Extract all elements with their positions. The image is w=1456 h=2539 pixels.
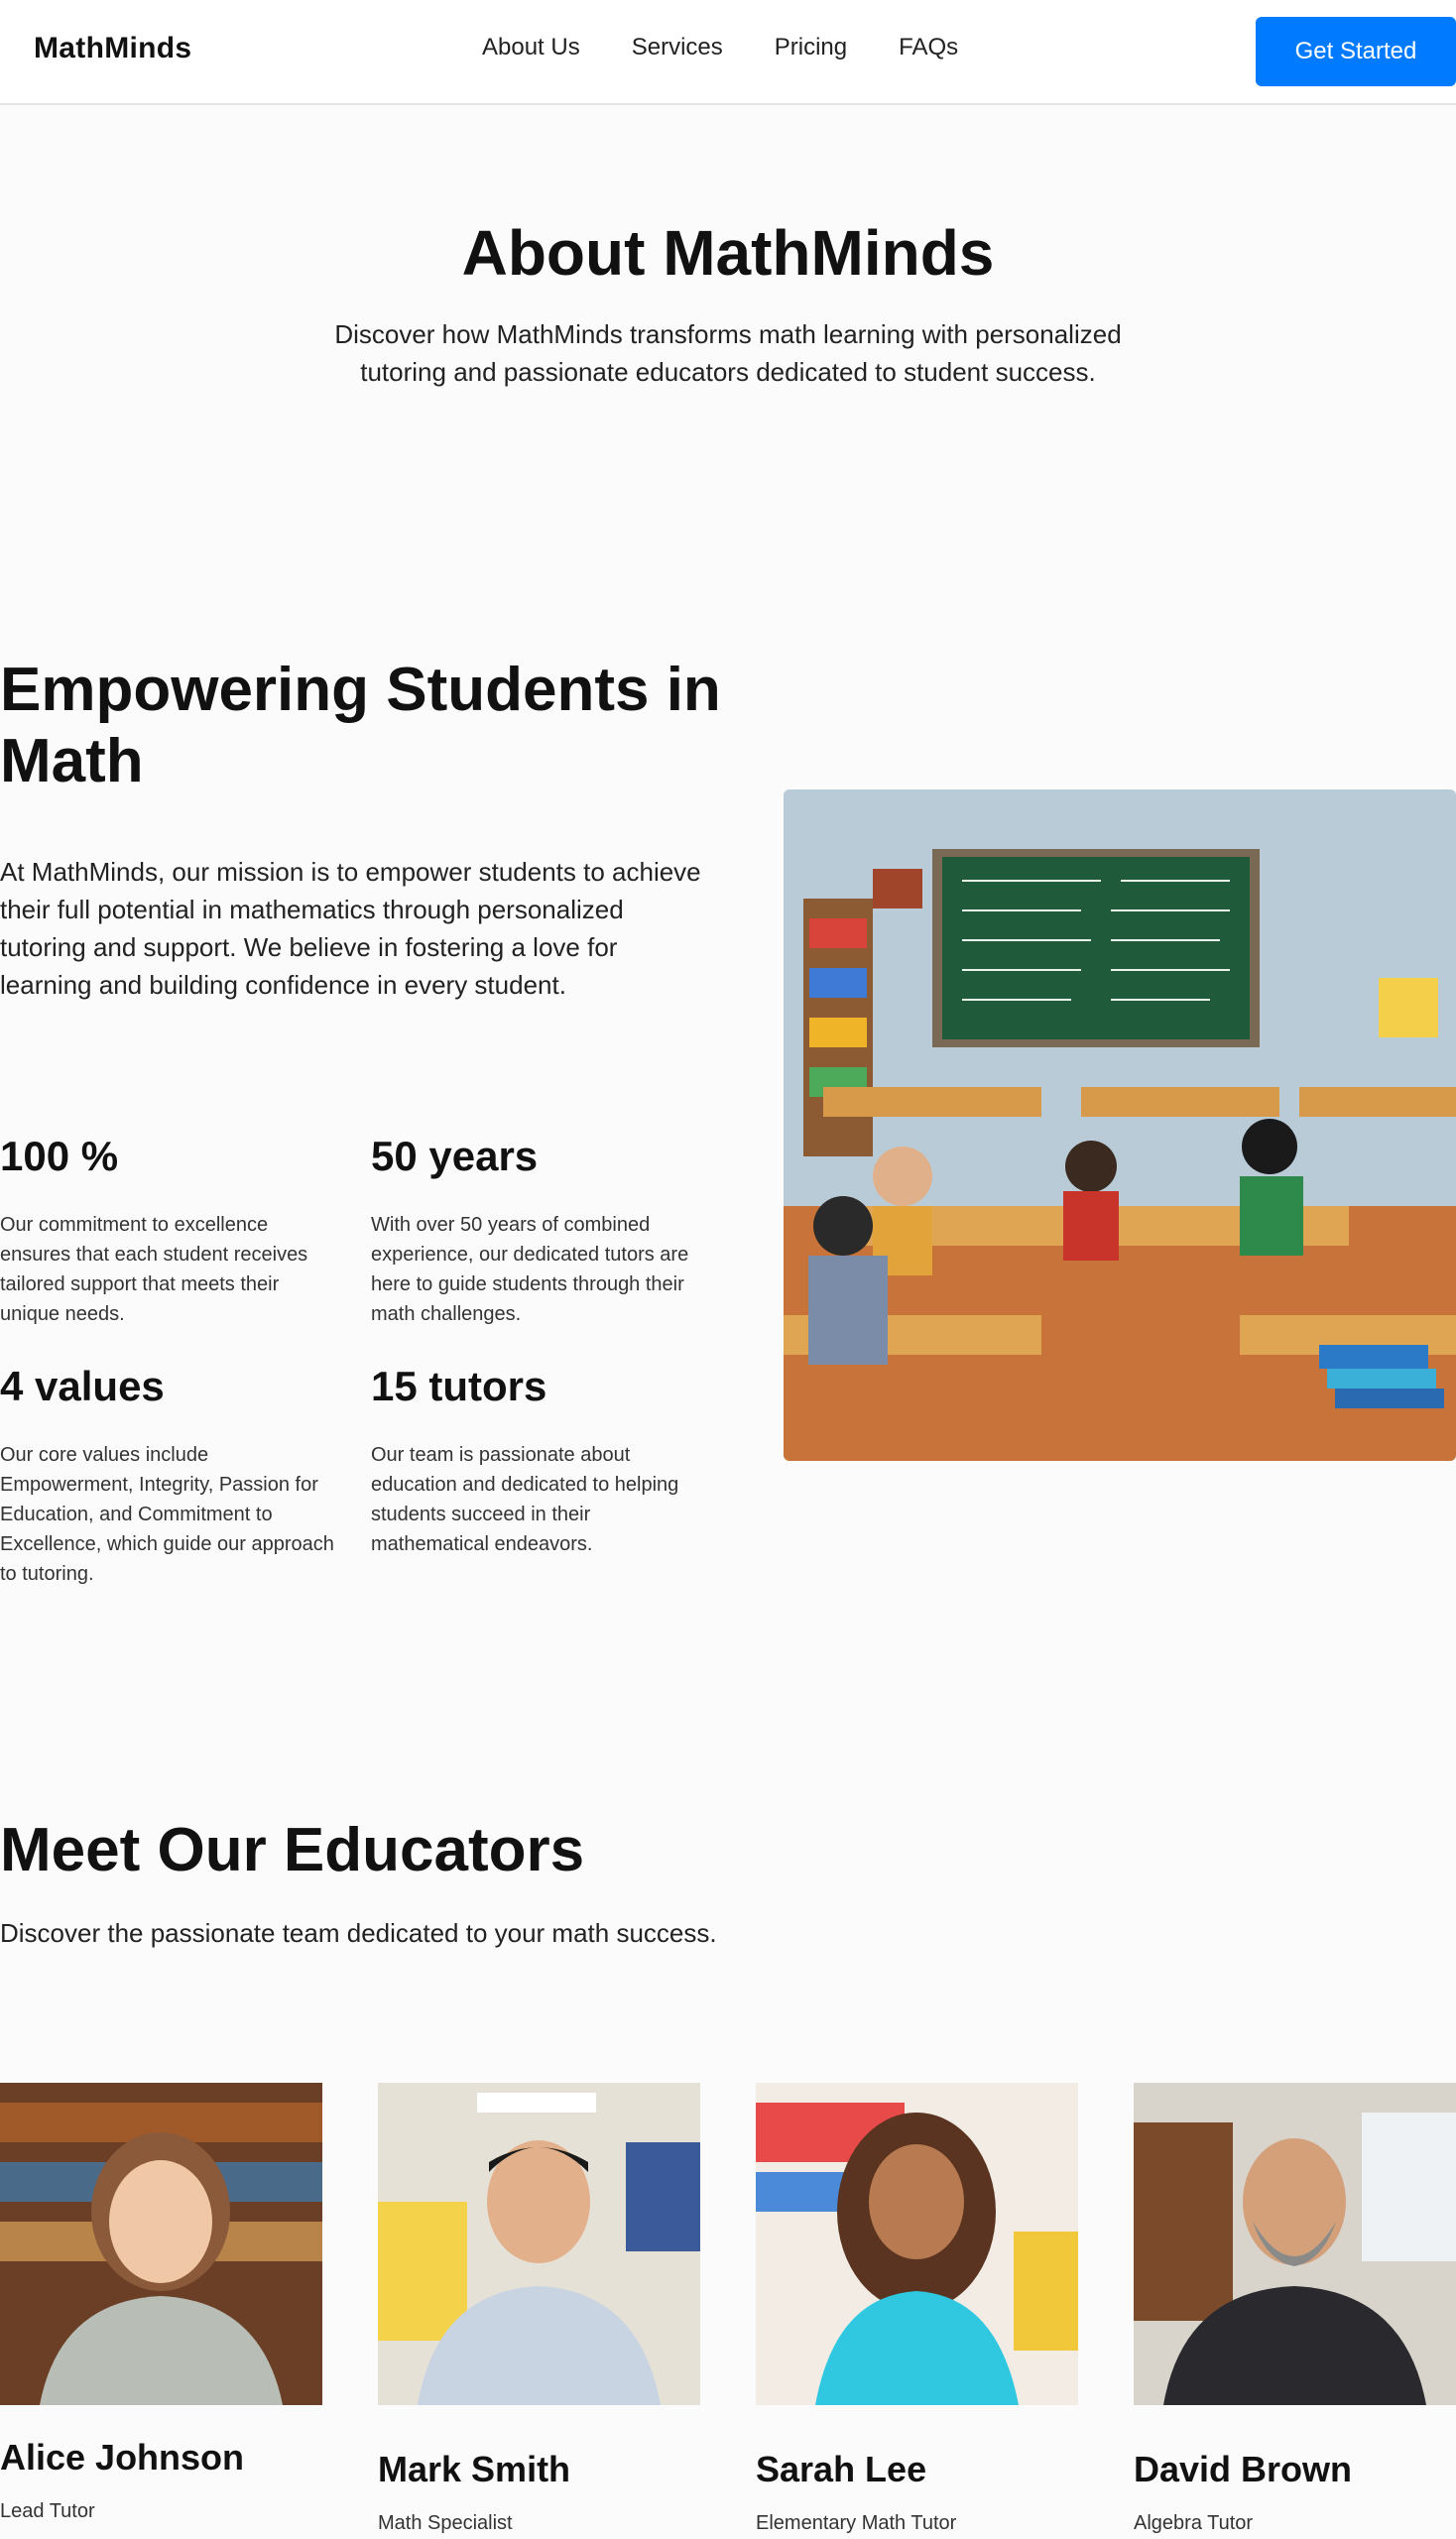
educator-name: Sarah Lee (756, 2449, 927, 2489)
stat-value: 50 years (371, 1133, 539, 1179)
educator-card (0, 2083, 322, 2523)
stat-item (0, 1363, 337, 1589)
stat-value: 100 % (0, 1133, 119, 1179)
educator-photo (756, 2083, 1078, 2405)
educator-card (756, 2083, 1078, 2535)
page-subtitle: Discover how MathMinds transforms math learning with personalized tutoring and passionate educators dedicated to student success. (334, 319, 1122, 387)
stat-description: Our team is passionate about education and dedicated to helping students succeed in their mathematical endeavors. (371, 1444, 679, 1555)
educator-role: Elementary Math Tutor (756, 2512, 957, 2534)
educators-heading: Meet Our Educators (0, 1816, 585, 1884)
nav-links (482, 34, 958, 61)
educator-role: Math Specialist (378, 2512, 513, 2534)
nav-link-about[interactable]: About Us (482, 34, 580, 60)
about-heading: Empowering Students in Math (0, 656, 721, 795)
educators-subtitle: Discover the passionate team dedicated to your math success. (0, 1918, 717, 1948)
nav-link-faqs[interactable]: FAQs (899, 34, 959, 60)
educator-name: Mark Smith (378, 2449, 571, 2489)
stat-description: With over 50 years of combined experience, our dedicated tutors are here to guide students through their math challenges. (371, 1214, 689, 1325)
educator-name: David Brown (1134, 2449, 1353, 2489)
get-started-button[interactable]: Get Started (1256, 17, 1456, 86)
page-title: About MathMinds (461, 217, 995, 289)
navbar (0, 0, 1456, 105)
educator-photo (378, 2083, 700, 2405)
educator-photo (1134, 2083, 1456, 2405)
logo[interactable]: MathMinds (34, 32, 192, 64)
educator-role: Lead Tutor (0, 2500, 95, 2522)
educator-photo (0, 2083, 322, 2405)
stat-description: Our commitment to excellence ensures that each student receives tailored support that meets their unique needs. (0, 1214, 308, 1325)
educator-card (1134, 2083, 1456, 2535)
stat-item (371, 1363, 708, 1559)
educator-name: Alice Johnson (0, 2437, 245, 2478)
nav-link-pricing[interactable]: Pricing (774, 34, 848, 60)
about-text: At MathMinds, our mission is to empower students to achieve their full potential in mathematics through personalized tutoring and support. We believe in fostering a love for learning and building confidence in every student. (0, 857, 701, 1000)
stat-item (0, 1133, 337, 1329)
educator-role: Algebra Tutor (1134, 2512, 1254, 2534)
stat-value: 15 tutors (371, 1363, 547, 1409)
educator-card (378, 2083, 700, 2535)
stat-value: 4 values (0, 1363, 165, 1409)
nav-link-services[interactable]: Services (631, 34, 723, 60)
classroom-image (784, 789, 1456, 1461)
stat-description: Our core values include Empowerment, Integrity, Passion for Education, and Commitment to Excellence, which guide our approach to tutoring. (0, 1444, 334, 1585)
stat-item (371, 1133, 708, 1329)
